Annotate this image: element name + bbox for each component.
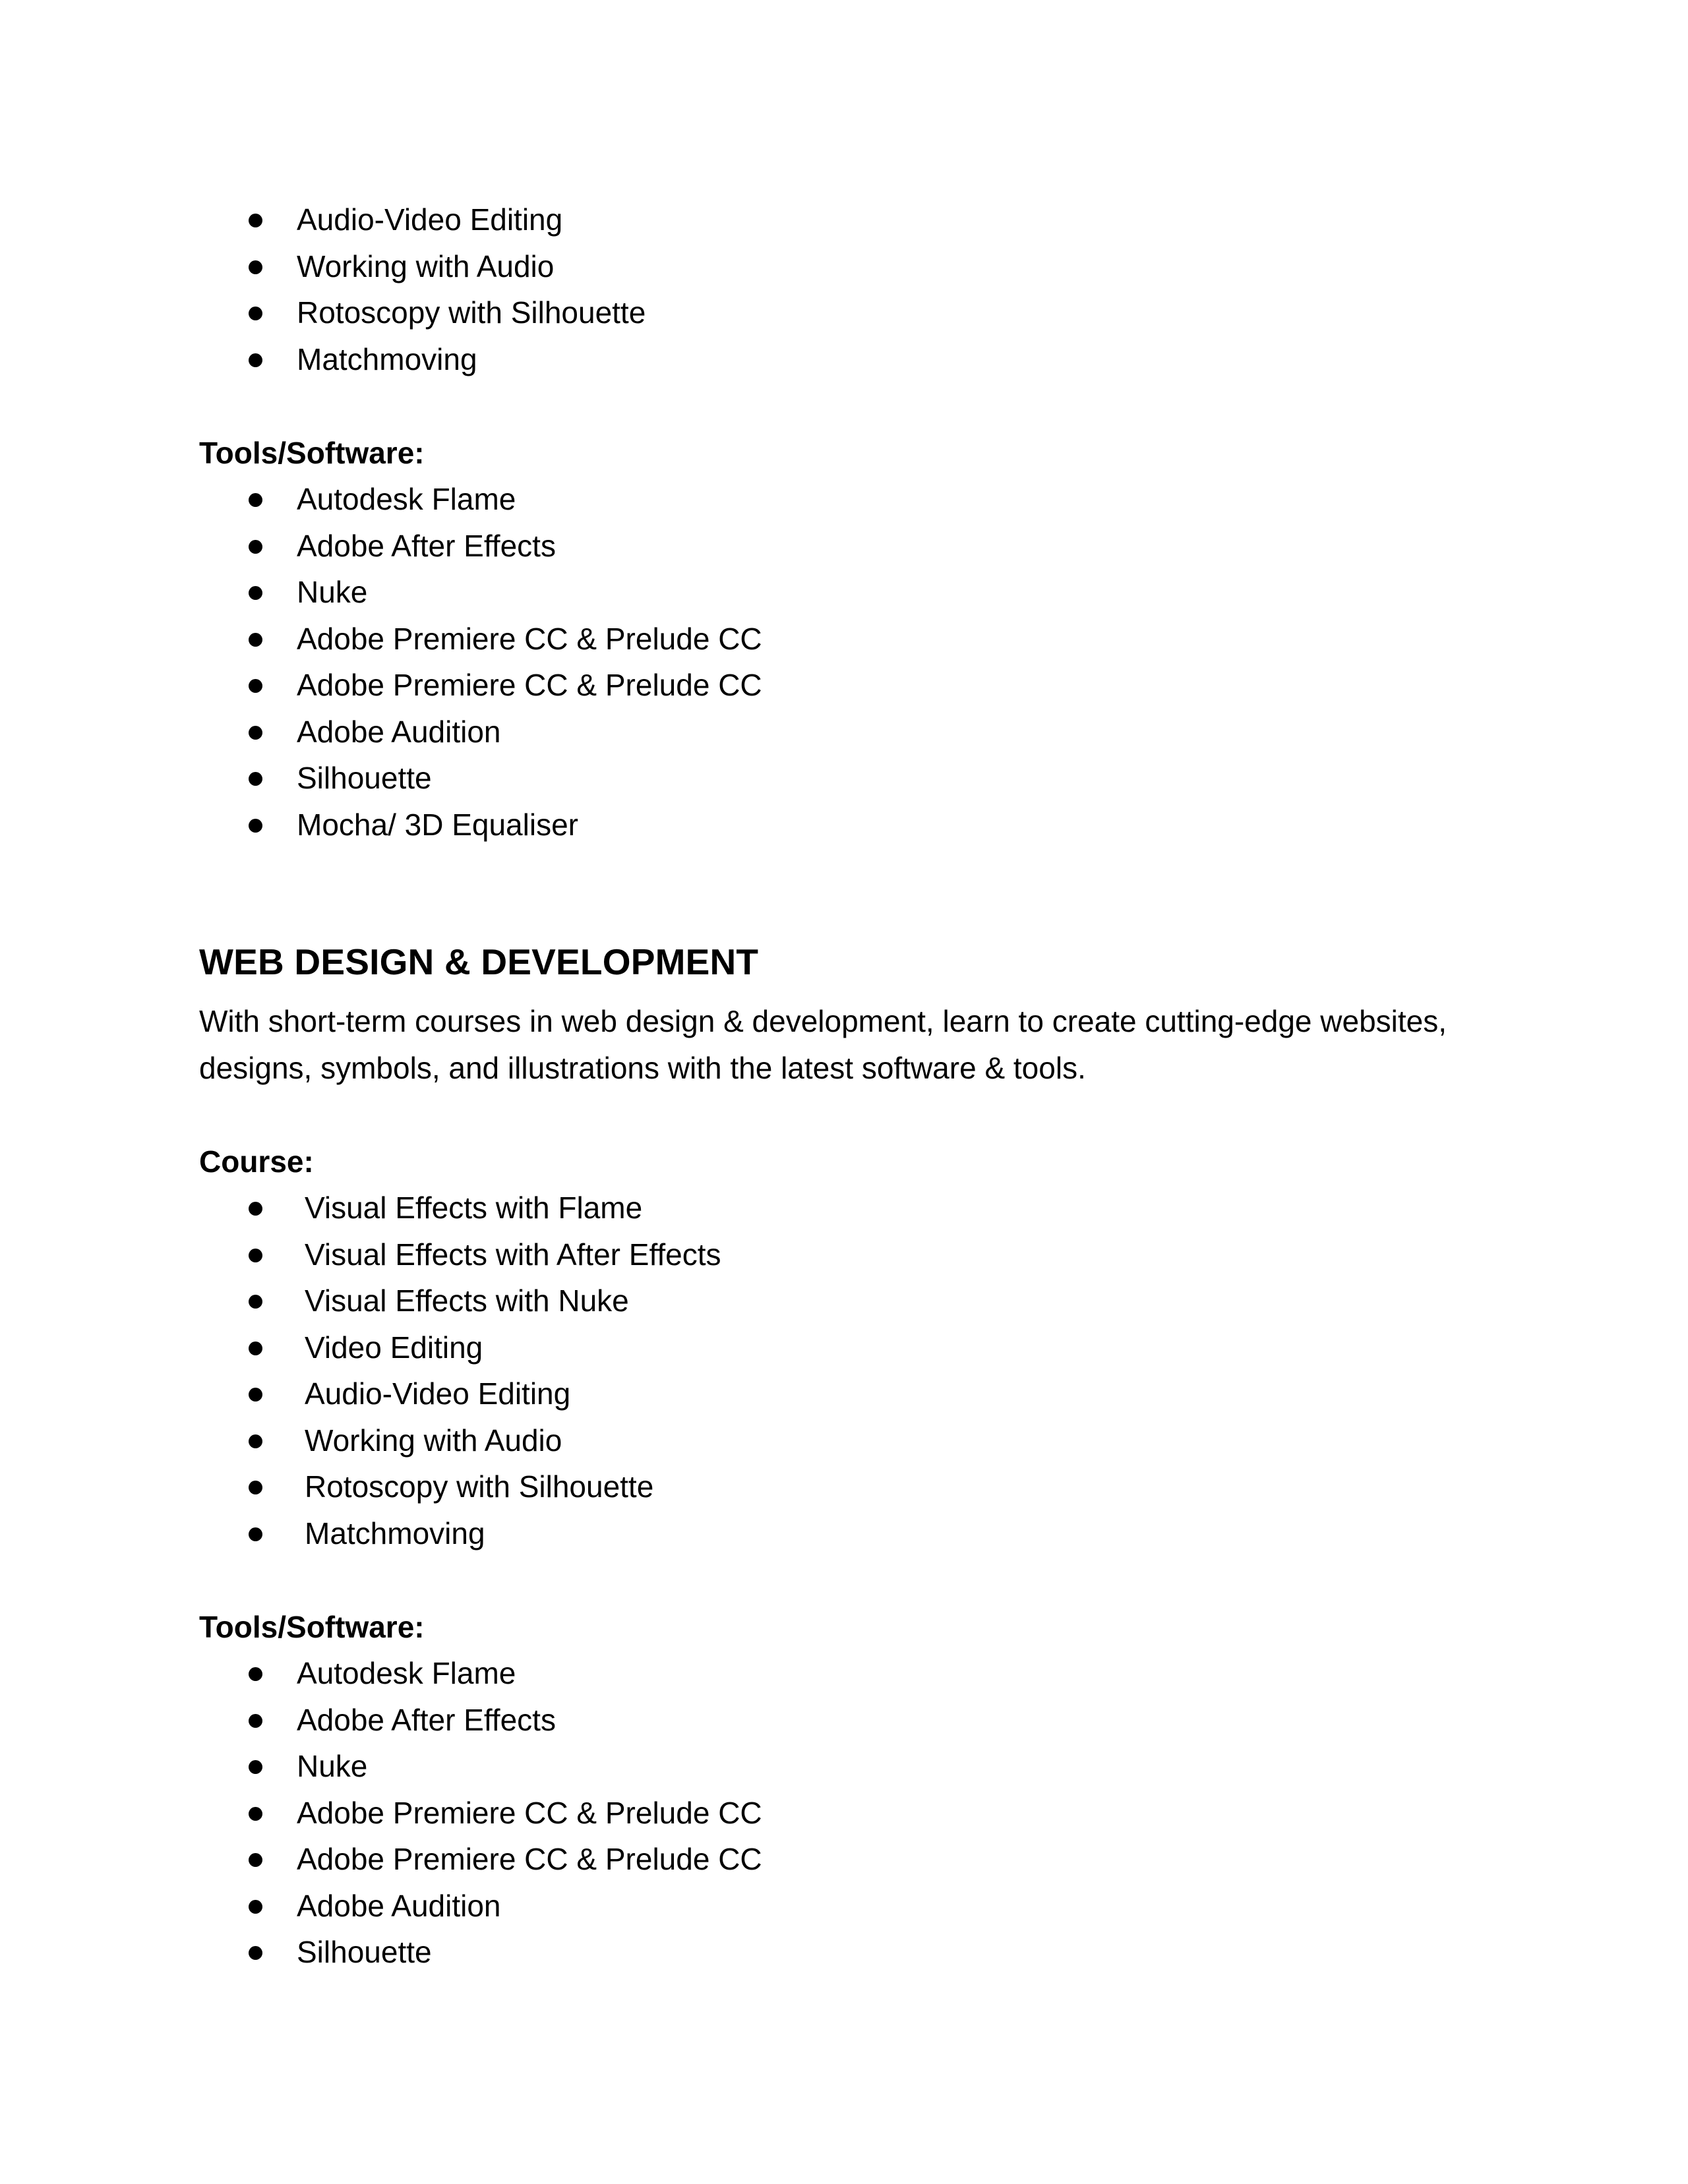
list-item-text: Video Editing	[305, 1330, 483, 1365]
bullet-icon	[249, 260, 262, 274]
tools-heading: Tools/Software:	[199, 1610, 425, 1644]
bullet-icon	[249, 1249, 262, 1262]
list-item	[199, 336, 1492, 383]
top-bullet-list	[199, 196, 1492, 382]
list-item	[199, 755, 1492, 802]
tools-list	[199, 1650, 1492, 1976]
document-content	[199, 196, 1492, 1976]
bullet-icon	[249, 1388, 262, 1402]
bullet-icon	[249, 1481, 262, 1494]
bullet-icon	[249, 1527, 262, 1541]
list-item	[199, 243, 1492, 290]
bullet-icon	[249, 726, 262, 740]
list-item-text: Audio-Video Editing	[297, 202, 563, 237]
section-description: With short-term courses in web design & development, learn to create cutting-edge websites, designs, symbols, and illustrations with the latest software & tools.	[199, 1004, 1447, 1085]
list-item-text: Adobe After Effects	[297, 528, 556, 563]
list-item	[199, 1510, 1492, 1557]
bullet-icon	[249, 772, 262, 786]
list-item	[199, 523, 1492, 570]
bullet-icon	[249, 307, 262, 320]
bullet-icon	[249, 1714, 262, 1728]
bullet-icon	[249, 1853, 262, 1867]
list-item-text: Visual Effects with Flame	[305, 1191, 643, 1225]
list-item	[199, 1836, 1492, 1883]
course-heading: Course:	[199, 1144, 314, 1179]
list-item-text: Adobe After Effects	[297, 1702, 556, 1737]
list-item-text: Nuke	[297, 575, 368, 609]
list-item	[199, 802, 1492, 848]
list-item	[199, 662, 1492, 709]
list-item	[199, 1743, 1492, 1790]
list-item	[199, 1463, 1492, 1510]
list-item	[199, 1371, 1492, 1417]
bullet-icon	[249, 540, 262, 554]
list-item-text: Visual Effects with After Effects	[305, 1237, 721, 1272]
list-item-text: Working with Audio	[305, 1423, 562, 1458]
bullet-icon	[249, 1434, 262, 1448]
list-item	[199, 1417, 1492, 1464]
list-item	[199, 196, 1492, 243]
spacer	[199, 382, 1492, 430]
bullet-icon	[249, 633, 262, 647]
list-item-text: Adobe Premiere CC & Prelude CC	[297, 1795, 762, 1830]
list-item-text: Nuke	[297, 1749, 368, 1783]
bullet-icon	[249, 1667, 262, 1681]
bullet-icon	[249, 819, 262, 833]
bullet-icon	[249, 1295, 262, 1309]
list-item	[199, 1324, 1492, 1371]
list-item	[199, 1650, 1492, 1697]
section-title: WEB DESIGN & DEVELOPMENT	[199, 941, 759, 982]
bullet-icon	[249, 1807, 262, 1821]
list-item	[199, 1790, 1492, 1837]
bullet-icon	[249, 1946, 262, 1960]
spacer	[199, 848, 1492, 939]
list-item-text: Adobe Audition	[297, 1888, 501, 1923]
list-item	[199, 476, 1492, 523]
list-item	[199, 1929, 1492, 1976]
bullet-icon	[249, 1342, 262, 1355]
list-item-text: Matchmoving	[305, 1516, 485, 1550]
list-item	[199, 1883, 1492, 1930]
list-item-text: Adobe Premiere CC & Prelude CC	[297, 668, 762, 702]
spacer	[199, 1091, 1492, 1138]
list-item	[199, 616, 1492, 663]
list-item-text: Rotoscopy with Silhouette	[305, 1469, 654, 1504]
list-item-text: Matchmoving	[297, 341, 477, 376]
list-item	[199, 1231, 1492, 1278]
bullet-icon	[249, 493, 262, 507]
list-item	[199, 289, 1492, 336]
bullet-icon	[249, 1900, 262, 1914]
list-item	[199, 1185, 1492, 1231]
list-item-text: Visual Effects with Nuke	[305, 1284, 629, 1318]
list-item-text: Autodesk Flame	[297, 482, 516, 516]
list-item	[199, 1278, 1492, 1324]
bullet-icon	[249, 214, 262, 227]
list-item-text: Autodesk Flame	[297, 1656, 516, 1690]
list-item	[199, 709, 1492, 755]
list-item	[199, 1697, 1492, 1744]
list-item-text: Rotoscopy with Silhouette	[297, 295, 646, 330]
list-item-text: Adobe Premiere CC & Prelude CC	[297, 1842, 762, 1876]
bullet-icon	[249, 586, 262, 600]
course-list	[199, 1185, 1492, 1556]
list-item-text: Working with Audio	[297, 249, 555, 283]
list-item	[199, 569, 1492, 616]
list-item-text: Adobe Audition	[297, 714, 501, 749]
tools-list	[199, 476, 1492, 848]
bullet-icon	[249, 1202, 262, 1216]
list-item-text: Silhouette	[297, 1935, 432, 1969]
bullet-icon	[249, 1760, 262, 1774]
bullet-icon	[249, 353, 262, 367]
list-item-text: Audio-Video Editing	[305, 1376, 571, 1411]
list-item-text: Adobe Premiere CC & Prelude CC	[297, 621, 762, 656]
list-item-text: Mocha/ 3D Equaliser	[297, 807, 578, 842]
list-item-text: Silhouette	[297, 761, 432, 795]
spacer	[199, 1556, 1492, 1604]
tools-heading: Tools/Software:	[199, 436, 425, 470]
bullet-icon	[249, 679, 262, 693]
